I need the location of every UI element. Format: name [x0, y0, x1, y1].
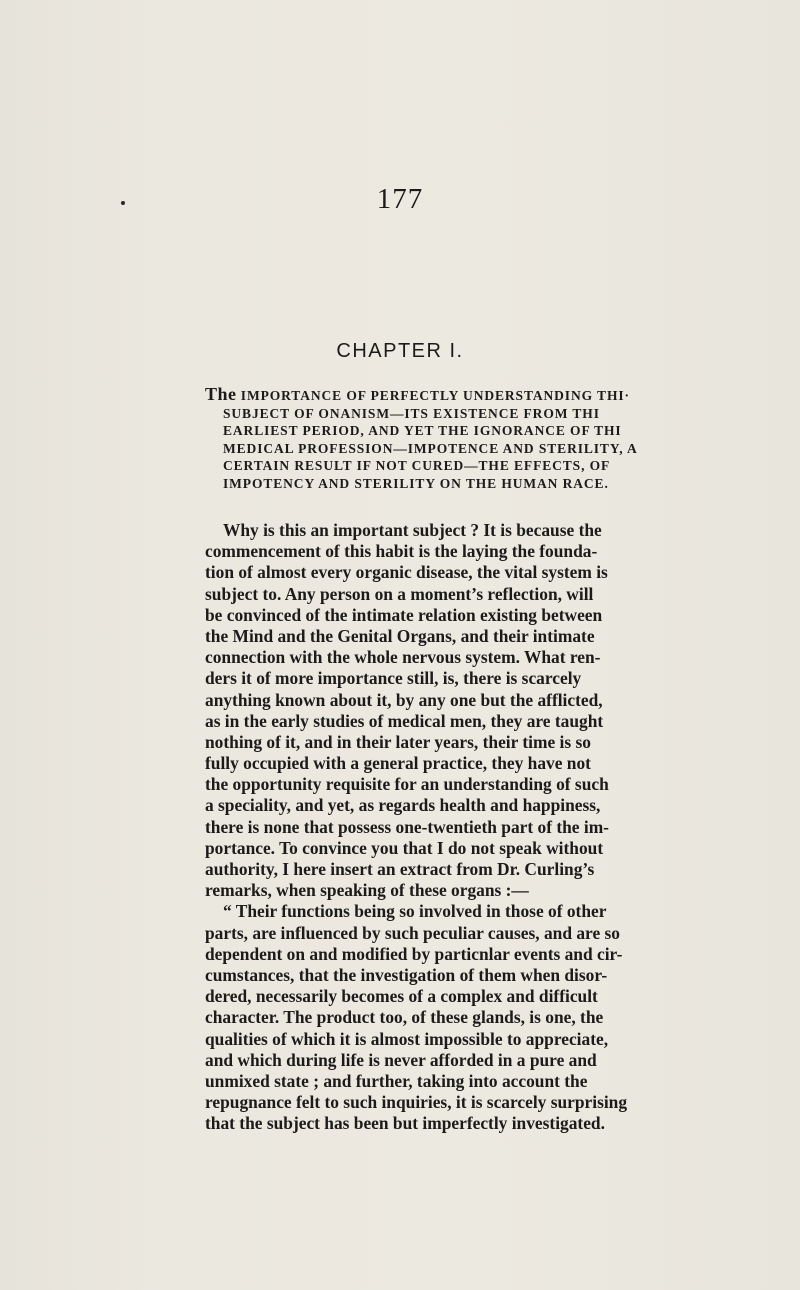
body-line: “ Their functions being so involved in those of other	[223, 901, 607, 922]
body-line: repugnance felt to such inquiries, it is scarcely surprising	[205, 1092, 628, 1113]
body-paragraph	[205, 520, 675, 1134]
synopsis-line: CERTAIN RESULT IF NOT CURED—THE EFFECTS, OF	[223, 458, 611, 473]
body-line: fully occupied with a general practice, they have not	[205, 753, 591, 774]
body-line: authority, I here insert an extract from Dr. Curling’s	[205, 859, 595, 879]
body-line: Why is this an important subject ? It is because the	[223, 520, 602, 540]
synopsis-line: MEDICAL PROFESSION—IMPOTENCE AND STERILITY, A	[223, 440, 638, 456]
body-line: nothing of it, and in their later years, their time is so	[205, 731, 591, 752]
synopsis-line: EARLIEST PERIOD, AND YET THE IGNORANCE OF THI	[223, 423, 622, 438]
body-line: subject to. Any person on a moment’s reflection, will	[205, 583, 594, 604]
body-line: dependent on and modified by particnlar events and cir-	[205, 943, 623, 964]
synopsis-line	[205, 386, 685, 405]
body-line: unmixed state ; and further, taking into account the	[205, 1070, 588, 1091]
body-line: character. The product too, of these glands, is one, the	[205, 1007, 604, 1028]
body-line: as in the early studies of medical men, they are taught	[205, 710, 604, 731]
body-line: cumstances, that the investigation of them when disor-	[205, 964, 608, 985]
synopsis-lead-word: The	[205, 384, 237, 404]
synopsis-line: SUBJECT OF ONANISM—ITS EXISTENCE FROM THI	[223, 405, 600, 421]
body-line: the opportunity requisite for an understanding of such	[205, 774, 609, 795]
body-line: dered, necessarily becomes of a complex and difficult	[205, 986, 598, 1007]
chapter-synopsis	[205, 386, 685, 492]
body-line: tion of almost every organic disease, the vital system is	[205, 562, 608, 583]
body-line: anything known about it, by any one but the afflicted,	[205, 689, 603, 710]
body-line: ders it of more importance still, is, there is scarcely	[205, 668, 582, 689]
body-line: the Mind and the Genital Organs, and their intimate	[205, 625, 595, 646]
body-line: and which during life is never afforded in a pure and	[205, 1049, 597, 1070]
body-line: that the subject has been but imperfectly investigated.	[205, 1113, 605, 1134]
body-line: remarks, when speaking of these organs :—	[205, 880, 529, 901]
body-line: qualities of which it is almost impossible to appreciate,	[205, 1028, 609, 1049]
body-line: be convinced of the intimate relation existing between	[205, 604, 603, 625]
body-line: a speciality, and yet, as regards health and happiness,	[205, 795, 601, 816]
body-line: connection with the whole nervous system. What ren-	[205, 647, 601, 668]
synopsis-line: IMPOTENCY AND STERILITY ON THE HUMAN RACE.	[223, 475, 609, 491]
page-number: 177	[376, 183, 424, 215]
body-line: there is none that possess one-twentieth part of the im-	[205, 816, 609, 837]
synopsis-first-line-text: IMPORTANCE OF PERFECTLY UNDERSTANDING THI·	[236, 388, 630, 403]
body-line: portance. To convince you that I do not speak without	[205, 837, 604, 858]
chapter-title: CHAPTER I.	[336, 340, 464, 362]
body-line: commencement of this habit is the laying the founda-	[205, 541, 598, 562]
body-line: parts, are influenced by such peculiar causes, and are so	[205, 922, 620, 943]
